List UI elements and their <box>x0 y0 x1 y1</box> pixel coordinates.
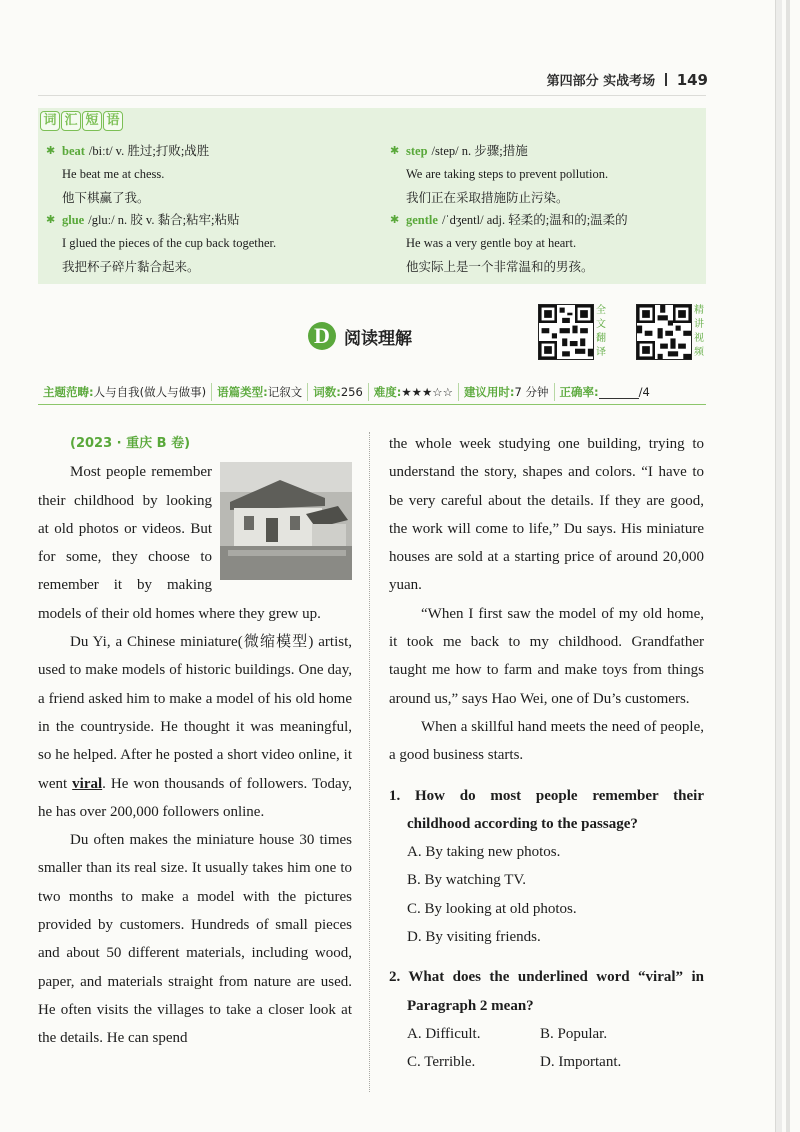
accuracy-blank[interactable] <box>599 386 639 399</box>
info-time <box>459 383 555 401</box>
vocab-title-char: 语 <box>103 111 123 131</box>
paragraph-4: “When I first saw the model of my old home, it took me back to my childhood. Grandfather taught me how to farm and make toys from things around us,” says Hao Wei, one of Du’s customers. <box>389 605 704 707</box>
vocab-word: glue <box>62 213 85 227</box>
paragraph-1: Most people remember their childhood by looking at old photos or videos. But for some, they choose to remember it by making models of their old homes where they grew up. <box>38 464 321 622</box>
article-source: (2023 · 重庆 B 卷) <box>70 436 191 451</box>
vocab-column-left <box>46 140 376 278</box>
paragraph-5: When a skillful hand meets the need of people, a good business starts. <box>389 718 704 764</box>
question-1: 1. How do most people remember their childhood according to the passage? <box>389 787 704 832</box>
bullet-star-icon: ✱ <box>46 145 56 157</box>
qr-code-icon[interactable] <box>636 304 692 360</box>
header-separator <box>665 73 667 86</box>
vocab-translation: 他下棋赢了我。 <box>62 190 150 205</box>
paragraph-3: Du often makes the miniature house 30 times smaller than its real size. It usually takes him one to two months to make a model with the pictures provided by customers. Hundreds of small pieces and about 50 different materials, including wood, paper, and materials straight from nature are used. He often visits the villages to take a closer look at the details. He can spend <box>38 832 352 1047</box>
info-value: 7 分钟 <box>514 385 549 399</box>
info-genre <box>212 383 308 401</box>
info-value: 记叙文 <box>267 385 303 399</box>
section-label: 阅读理解 <box>344 328 412 349</box>
info-key: 词数: <box>313 385 341 399</box>
info-key: 正确率: <box>559 385 599 399</box>
page-number: 149 <box>676 70 708 89</box>
question-1-option-a[interactable]: A. By taking new photos. <box>407 844 561 861</box>
vocab-word: step <box>406 144 428 158</box>
article-column-left <box>38 430 352 1053</box>
info-accuracy <box>555 383 655 401</box>
bullet-star-icon: ✱ <box>390 145 400 157</box>
vocab-title-char: 短 <box>82 111 102 131</box>
vocab-definition: /step/ n. 步骤;措施 <box>431 144 528 158</box>
miniature-house-photo <box>220 462 352 580</box>
question-2-options-row-2 <box>389 1048 704 1076</box>
info-key: 主题范畴: <box>43 385 94 399</box>
paragraph-3-continued: the whole week studying one building, trying to understand the story, shapes and colors. “I have to be very careful about the details. If they are good, the work will come to life,” Du says. His miniature houses are sold at a starting price of around 20,000 yuan. <box>389 436 704 594</box>
vocab-entry <box>390 140 702 163</box>
paragraph-2 <box>38 628 352 826</box>
vocab-definition: /ˈdʒentl/ adj. 轻柔的;温和的;温柔的 <box>441 213 628 227</box>
vocab-entry <box>46 140 376 163</box>
bullet-star-icon: ✱ <box>46 214 56 226</box>
paragraph-2-text-a: Du Yi, a Chinese miniature(微缩模型) artist, used to make models of historic buildings. One day, a friend asked him to make a model of his old home in the countryside. He thought it was meaningful, so he helped. After he posted a short video online, it went <box>38 634 352 792</box>
question-2-options-row-1 <box>389 1020 704 1048</box>
vocab-translation: 他实际上是一个非常温和的男孩。 <box>406 259 594 274</box>
qr-pattern <box>539 305 593 359</box>
vocab-example: We are taking steps to prevent pollution. <box>406 167 609 181</box>
header-rule <box>38 95 706 96</box>
vocab-example: I glued the pieces of the cup back together. <box>62 236 277 250</box>
info-value: 256 <box>340 385 363 399</box>
vocab-entry <box>46 209 376 232</box>
vocab-definition: /biːt/ v. 胜过;打败;战胜 <box>88 144 210 158</box>
info-key: 语篇类型: <box>217 385 268 399</box>
info-difficulty <box>369 383 459 401</box>
info-theme <box>38 383 212 401</box>
page-header <box>547 70 708 89</box>
vocab-example: He was a very gentle boy at heart. <box>406 236 577 250</box>
part-title: 第四部分 实战考场 <box>546 74 656 89</box>
vocab-word: gentle <box>406 213 438 227</box>
bullet-star-icon: ✱ <box>390 214 400 226</box>
vocab-title <box>40 111 123 131</box>
vocab-example: He beat me at chess. <box>62 167 165 181</box>
article-column-right <box>389 430 704 1077</box>
info-key: 难度: <box>373 385 402 399</box>
question-1-option-d[interactable]: D. By visiting friends. <box>407 929 541 946</box>
column-divider <box>369 432 370 1092</box>
question-2-option-c[interactable]: C. Terrible. <box>407 1054 476 1071</box>
info-value: ★★★☆☆ <box>401 385 453 399</box>
question-1-option-b[interactable]: B. By watching TV. <box>407 872 527 889</box>
page-edge <box>775 0 782 1132</box>
question-2-option-b[interactable]: B. Popular. <box>540 1025 608 1042</box>
vocab-title-char: 汇 <box>61 111 81 131</box>
info-value: /4 <box>638 385 650 399</box>
question-2-option-a[interactable]: A. Difficult. <box>407 1025 481 1042</box>
page-edge-shadow <box>786 0 790 1132</box>
info-value: 人与自我(做人与做事) <box>93 385 207 399</box>
info-word-count <box>308 383 369 401</box>
vocab-column-right <box>390 140 702 278</box>
info-key: 建议用时: <box>463 385 515 399</box>
section-letter-badge: D <box>308 322 336 350</box>
qr-label-translation: 全文翻译 <box>596 305 606 358</box>
qr-pattern <box>637 305 691 359</box>
photo-illustration <box>220 462 352 580</box>
qr-code-icon[interactable] <box>538 304 594 360</box>
question-2: 2. What does the underlined word “viral” in Paragraph 2 mean? <box>389 969 704 1014</box>
qr-label-video: 精讲视频 <box>694 305 704 358</box>
vocab-box <box>38 108 706 284</box>
vocab-translation: 我们正在采取措施防止污染。 <box>406 190 569 205</box>
vocab-word: beat <box>62 144 85 158</box>
vocab-definition: /gluː/ n. 胶 v. 黏合;粘牢;粘贴 <box>88 213 240 227</box>
paragraph-2-text-b: . He won thousands of followers. Today, he has over 200,000 followers online. <box>38 775 352 820</box>
info-bar <box>38 380 706 405</box>
question-2-option-d[interactable]: D. Important. <box>540 1054 622 1071</box>
underlined-word: viral <box>72 775 103 792</box>
question-1-option-c[interactable]: C. By looking at old photos. <box>407 900 577 917</box>
vocab-entry <box>390 209 702 232</box>
vocab-translation: 我把杯子碎片黏合起来。 <box>62 259 200 274</box>
vocab-title-char: 词 <box>40 111 60 131</box>
section-title <box>308 322 412 350</box>
